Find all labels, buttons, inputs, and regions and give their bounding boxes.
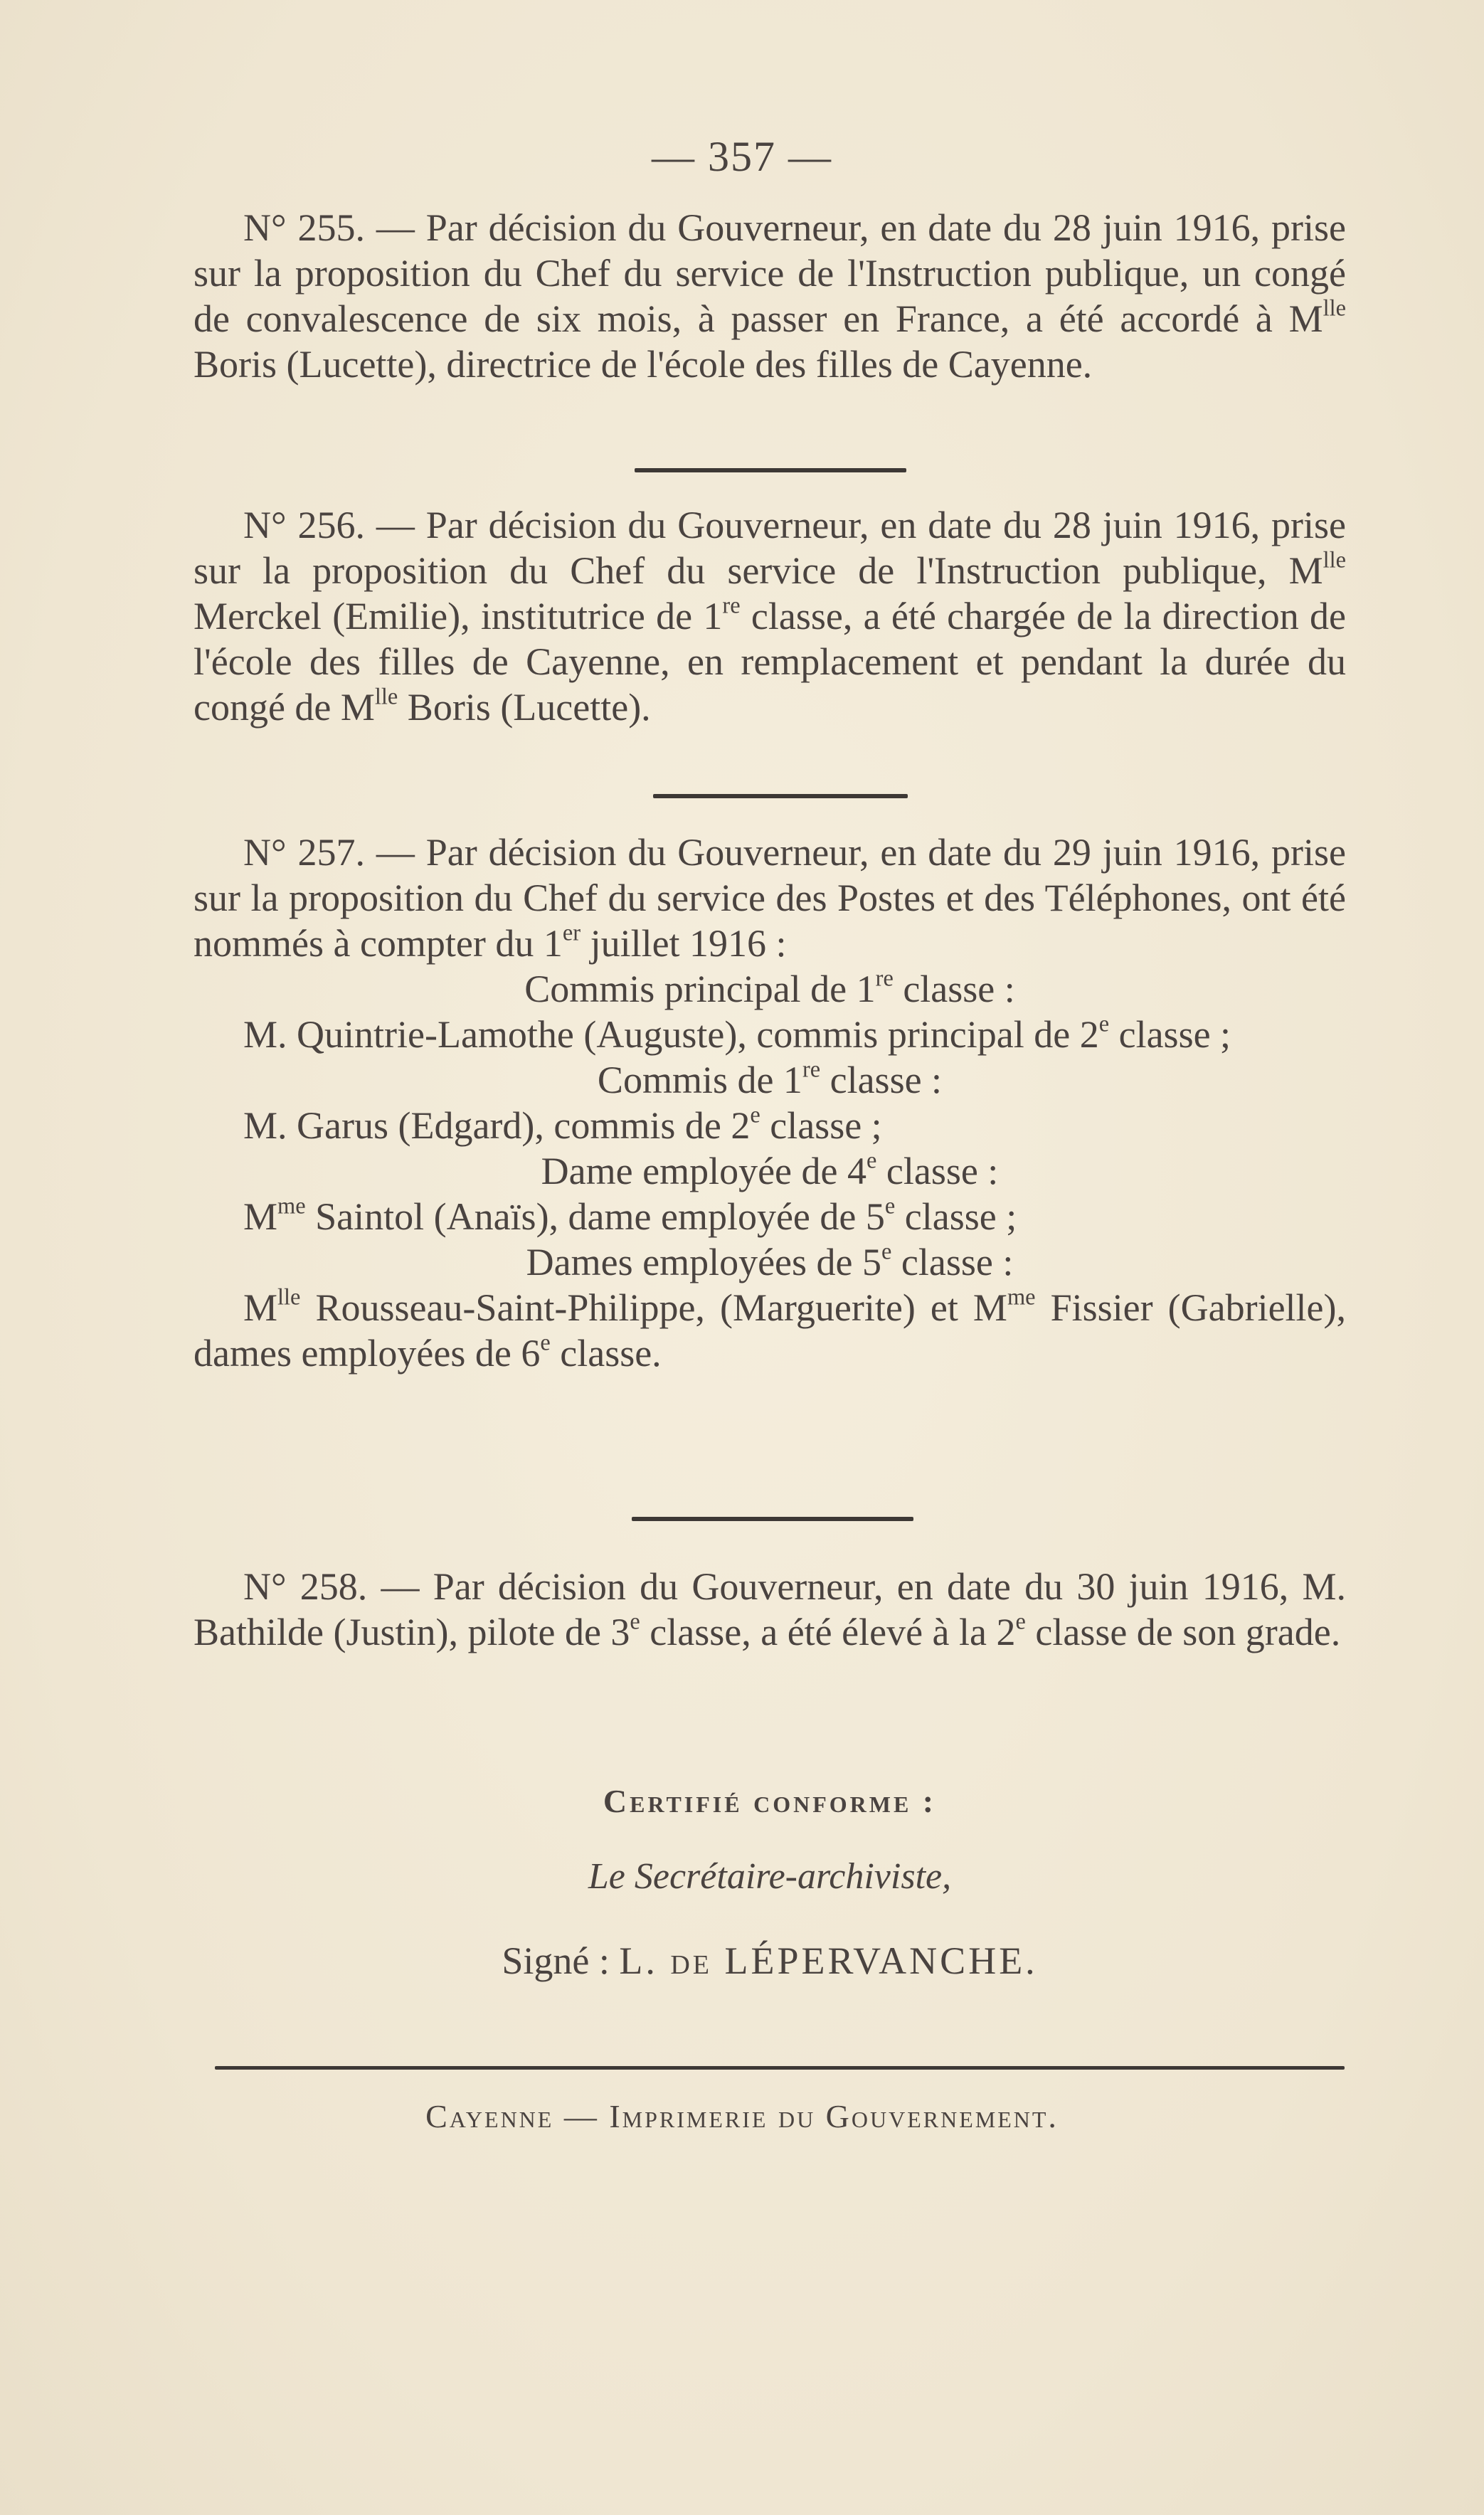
superscript: lle (1323, 547, 1346, 573)
entry-258-text-a: N° 258. — Par décision du Gouverneur, en date du 30 juin 1916, M. Bathilde (Justin), pilote de 3 (194, 1565, 1346, 1653)
entry-257 (194, 830, 1346, 1376)
heading-dames-employees: Dames employées de 5e classe : (526, 1239, 1014, 1283)
appointment-rousseau-fissier: $M^{lle}$ Rousseau-Saint-Philippe, (Marguerite) et $M^{me}$ Fissier (Gabrielle), dames employées de 6e classe. (194, 1284, 1346, 1375)
separator-rule (635, 468, 906, 472)
entry-258-text-b: classe, a été élevé à la 2 (640, 1611, 1016, 1653)
entry-256 (194, 502, 1346, 730)
footer-rule (215, 2066, 1345, 2070)
entry-256-text-a: N° 256. — Par décision du Gouverneur, en date du 28 juin 1916, prise sur la proposition du Chef du service de l'Instruction publique, M (194, 504, 1346, 592)
entry-258-text-c: classe de son grade. (1025, 1611, 1341, 1653)
page-number: — 357 — (652, 133, 832, 180)
heading-commis: Commis de 1re classe : (597, 1057, 943, 1101)
separator-rule (653, 794, 908, 798)
signed-label: Signé : (502, 1939, 610, 1982)
entry-257-text-b: juillet 1916 : (581, 922, 787, 965)
entry-257-text-a: N° 257. — Par décision du Gouverneur, en date du 29 juin 1916, prise sur la proposition du Chef du service des Postes et des Téléphones, ont été nommés à compter du 1 (194, 831, 1346, 965)
certified-conforme: Certifié conforme : (603, 1783, 937, 1819)
signature-line (194, 1938, 1346, 1984)
entry-256-text-c: classe, a été chargée de la direction de l'école des filles de Cayenne, en remplacement et pendant la durée du congé de M (194, 595, 1346, 729)
secretary-role: Le Secrétaire-archiviste, (588, 1856, 952, 1897)
superscript: lle (374, 684, 398, 710)
appointment-quintrie: M. Quintrie-Lamothe (Auguste), commis principal de 2e classe ; (243, 1011, 1231, 1056)
superscript: lle (1323, 295, 1346, 322)
entry-255 (194, 205, 1346, 387)
heading-commis-principal: Commis principal de 1re classe : (524, 965, 1015, 1010)
printer-imprint: Cayenne — Imprimerie du Gouvernement. (425, 2098, 1059, 2134)
entry-255-text-b: Boris (Lucette), directrice de l'école des filles de Cayenne. (194, 343, 1093, 386)
entry-256-text-d: Boris (Lucette). (398, 686, 651, 729)
entry-255-text-a: N° 255. — Par décision du Gouverneur, en date du 28 juin 1916, prise sur la proposition du Chef du service de l'Instruction publique, un congé de convalescence de six mois, à passer en France, a été accordé à M (194, 206, 1346, 340)
entry-258: N° 258. — Par décision du Gouverneur, en date du 30 juin 1916, M. Bathilde (Justin), pilote de 3e classe, a été élevé à la 2e classe de son grade. (194, 1565, 1346, 1653)
appointment-saintol: $M^{me}$ Saintol (Anaïs), dame employée de 5e classe ; (243, 1193, 1017, 1238)
superscript: re (722, 593, 741, 619)
separator-rule (632, 1517, 913, 1521)
heading-dame-employee: Dame employée de 4e classe : (541, 1148, 999, 1192)
signed-name: L. de LÉPERVANCHE. (619, 1939, 1038, 1982)
appointment-garus: M. Garus (Edgard), commis de 2e classe ; (243, 1102, 882, 1147)
superscript: er (562, 920, 581, 946)
entry-256-text-b: Merckel (Emilie), institutrice de 1 (194, 595, 723, 637)
